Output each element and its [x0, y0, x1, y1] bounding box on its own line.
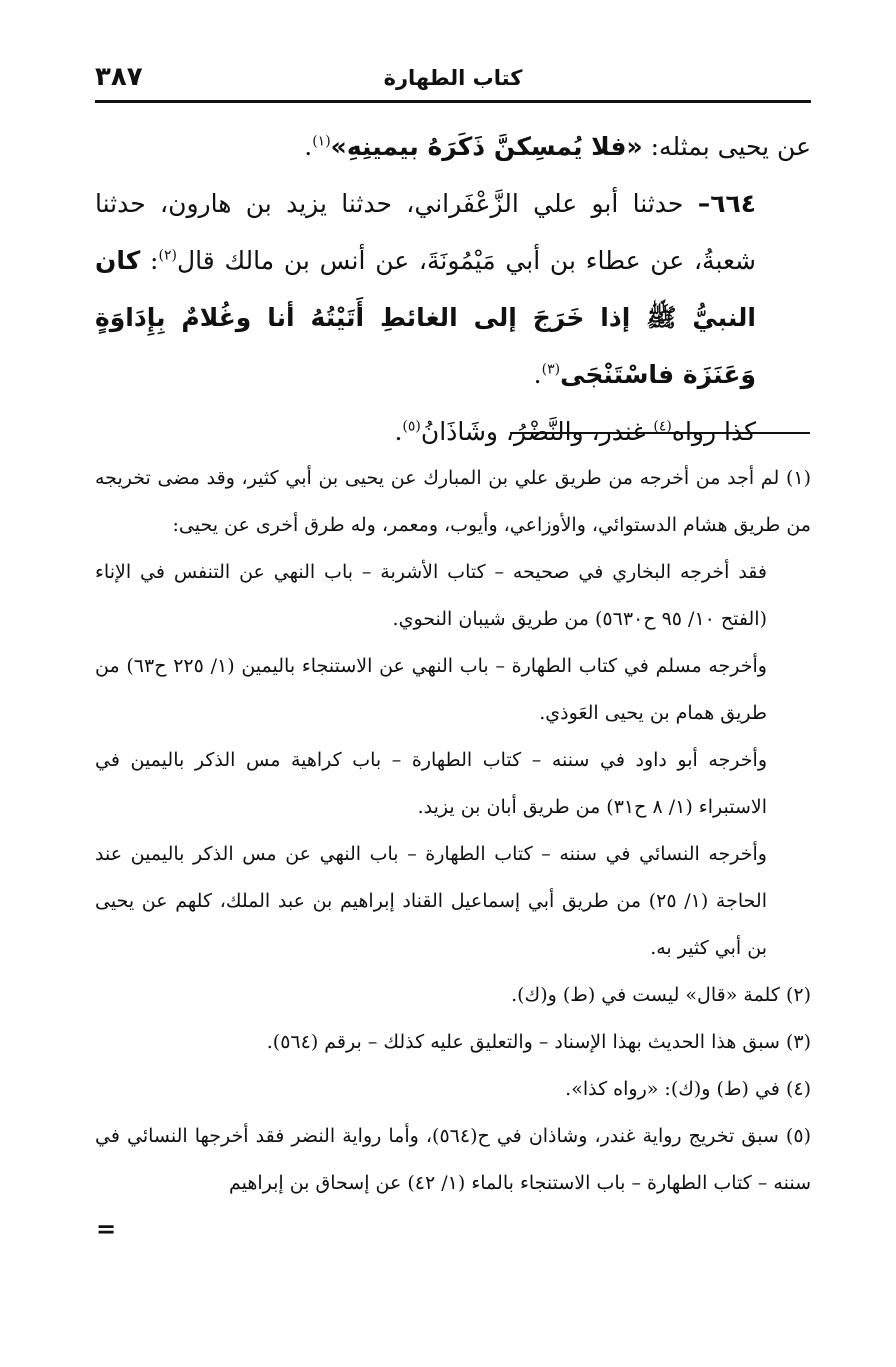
line1-end: .: [304, 132, 313, 161]
footnote-label: (٣): [785, 1031, 811, 1053]
footnote-4: [95, 1066, 811, 1113]
header-rule: [95, 100, 811, 103]
continuation-mark: =: [96, 1214, 117, 1243]
line1-prefix: عن يحيى بمثله:: [642, 132, 811, 161]
hadith-isnad: حدثنا أبو علي الزَّعْفَراني، حدثنا يزيد بن هارون، حدثنا شعبةُ، عن عطاء بن أبي مَيْمُونَةَ، عن أنس بن مالك قال: [95, 189, 757, 275]
footnote-2: [95, 972, 811, 1019]
footnote-1-para-5: وأخرجه النسائي في سننه – كتاب الطهارة – باب النهي عن مس الذكر باليمين عند الحاجة (١/ ٢٥) من طريق أبي إسماعيل القناد إبراهيم بن عبد الملك، كلهم عن يحيى بن أبي كثير به.: [95, 843, 767, 959]
hadith-colon: :: [140, 246, 159, 275]
footnote-text: سبق هذا الحديث بهذا الإسناد – والتعليق عليه كذلك – برقم (٥٦٤).: [266, 1031, 780, 1053]
footnote-label: (٤): [785, 1078, 811, 1100]
text-line-continuation: [95, 118, 811, 175]
footnote-text: في (ط) و(ك): «رواه كذا».: [565, 1078, 780, 1100]
page-header: [95, 58, 811, 100]
riwaya-end: .: [394, 417, 403, 446]
page-number: ٣٨٧: [95, 62, 143, 92]
footnote-1-para-3: وأخرجه مسلم في كتاب الطهارة – باب النهي عن الاستنجاء باليمين (١/ ٢٢٥ ح٦٣) من طريق همام بن يحيى العَوذي.: [95, 655, 767, 724]
footnote-text: سبق تخريج رواية غندر، وشاذان في ح(٥٦٤)، وأما رواية النضر فقد أخرجها النسائي في سننه – كتاب الطهارة – باب الاستنجاء بالماء (١/ ٤٢) عن إسحاق بن إبراهيم: [95, 1125, 811, 1194]
footnotes: [95, 455, 811, 1207]
footnote-text: لم أجد من أخرجه من طريق علي بن المبارك عن يحيى بن أبي كثير، وقد مضى تخريجه من طريق هشام الدستوائي، والأوزاعي، وأيوب، ومعمر، وله طرق أخرى عن يحيى:: [95, 467, 811, 536]
main-text: [95, 118, 811, 460]
hadith-matn: كان النبيُّ ﷺ إذا خَرَجَ إلى الغائطِ أَتَيْتُهُ أنا وغُلامٌ بِإِدَاوَةٍ وَعَنَزَة فاسْتَنْجَى: [95, 246, 756, 389]
riwaya-prefix: كذا رواه: [671, 417, 756, 446]
footnote-ref-4: (٤): [653, 418, 672, 435]
footnote-ref-3: (٣): [541, 361, 561, 378]
footnote-ref-5: (٥): [402, 418, 421, 435]
footnote-5: [95, 1113, 811, 1207]
footnote-ref-1: (١): [312, 133, 331, 150]
hadith-number: ٦٦٤–: [697, 189, 756, 218]
hadith-end: .: [533, 360, 542, 389]
footnote-3: [95, 1019, 811, 1066]
footnote-label: (٢): [785, 984, 811, 1006]
hadith-paragraph: [95, 175, 811, 403]
riwaya-text: غندر، والنَّضْرُ، وشَاذَانُ: [420, 417, 654, 446]
footnote-1-para-1: [95, 455, 811, 549]
footnote-ref-2: (٢): [158, 247, 177, 264]
line1-quote: «فلا يُمسِكنَّ ذَكَرَهُ بيمينِهِ»: [330, 132, 643, 161]
footnote-1: [95, 455, 811, 972]
footnote-1-para-4: وأخرجه أبو داود في سننه – كتاب الطهارة – باب كراهية مس الذكر باليمين في الاستبراء (١/ ٨ ح٣١) من طريق أبان بن يزيد.: [95, 749, 767, 818]
footnote-label: (٥): [785, 1125, 811, 1147]
running-title: كتاب الطهارة: [383, 66, 523, 90]
footnote-separator: [510, 432, 810, 434]
footnote-label: (١): [785, 467, 811, 489]
footnote-1-para-2: فقد أخرجه البخاري في صحيحه – كتاب الأشربة – باب النهي عن التنفس في الإناء (الفتح ١٠/ ٩٥ ح٥٦٣٠) من طريق شيبان النحوي.: [95, 561, 767, 630]
footnote-text: كلمة «قال» ليست في (ط) و(ك).: [511, 984, 780, 1006]
